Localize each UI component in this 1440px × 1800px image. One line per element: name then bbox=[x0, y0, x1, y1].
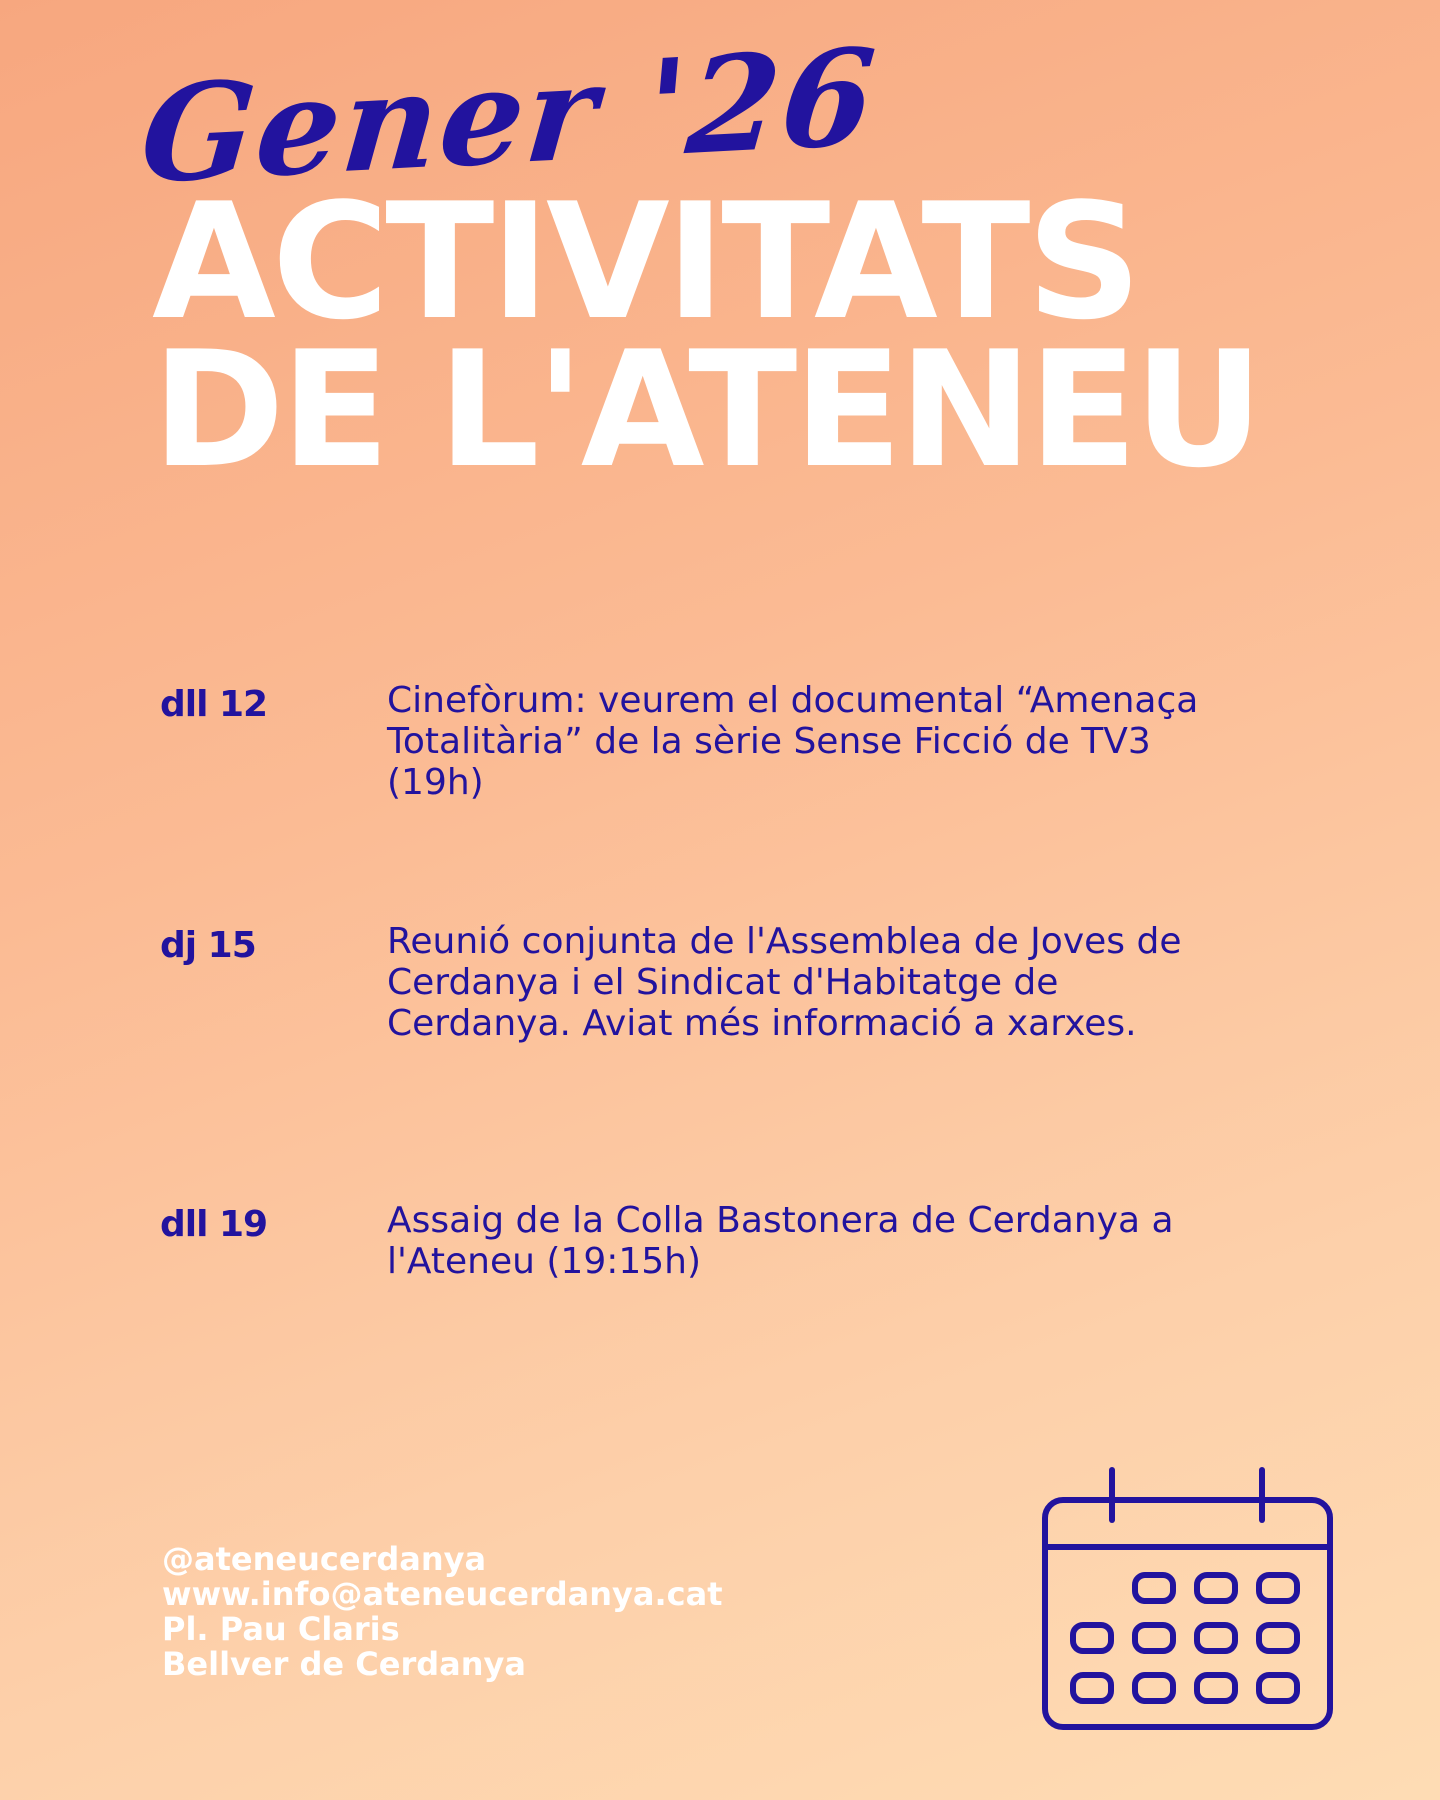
street-address: Pl. Pau Claris bbox=[162, 1610, 400, 1648]
social-handle: @ateneucerdanya bbox=[162, 1540, 487, 1578]
event-date: dj 15 bbox=[160, 925, 256, 966]
page-title bbox=[152, 168, 1292, 503]
email-address: www.info@ateneucerdanya.cat bbox=[162, 1575, 723, 1613]
calendar-icon bbox=[1040, 1465, 1340, 1735]
event-description: Assaig de la Colla Bastonera de Cerdanya a l'Ateneu (19:15h) bbox=[387, 1200, 1174, 1282]
headline-line-1: ACTIVITATS bbox=[152, 168, 1138, 355]
event-date: dll 19 bbox=[160, 1204, 268, 1245]
event-description: Reunió conjunta de l'Assemblea de Joves de Cerdanya i el Sindicat d'Habitatge de Cerdanya. Aviat més informació a xarxes. bbox=[387, 921, 1182, 1044]
town-name: Bellver de Cerdanya bbox=[162, 1645, 526, 1683]
headline-line-2: DE L'ATENEU bbox=[152, 316, 1260, 503]
contact-info bbox=[162, 1542, 723, 1682]
event-description: Cinefòrum: veurem el documental “Amenaça Totalitària” de la sèrie Sense Ficció de TV3 (19h) bbox=[387, 680, 1199, 803]
script-title: Gener '26 bbox=[135, 19, 883, 214]
event-date: dll 12 bbox=[160, 684, 268, 725]
